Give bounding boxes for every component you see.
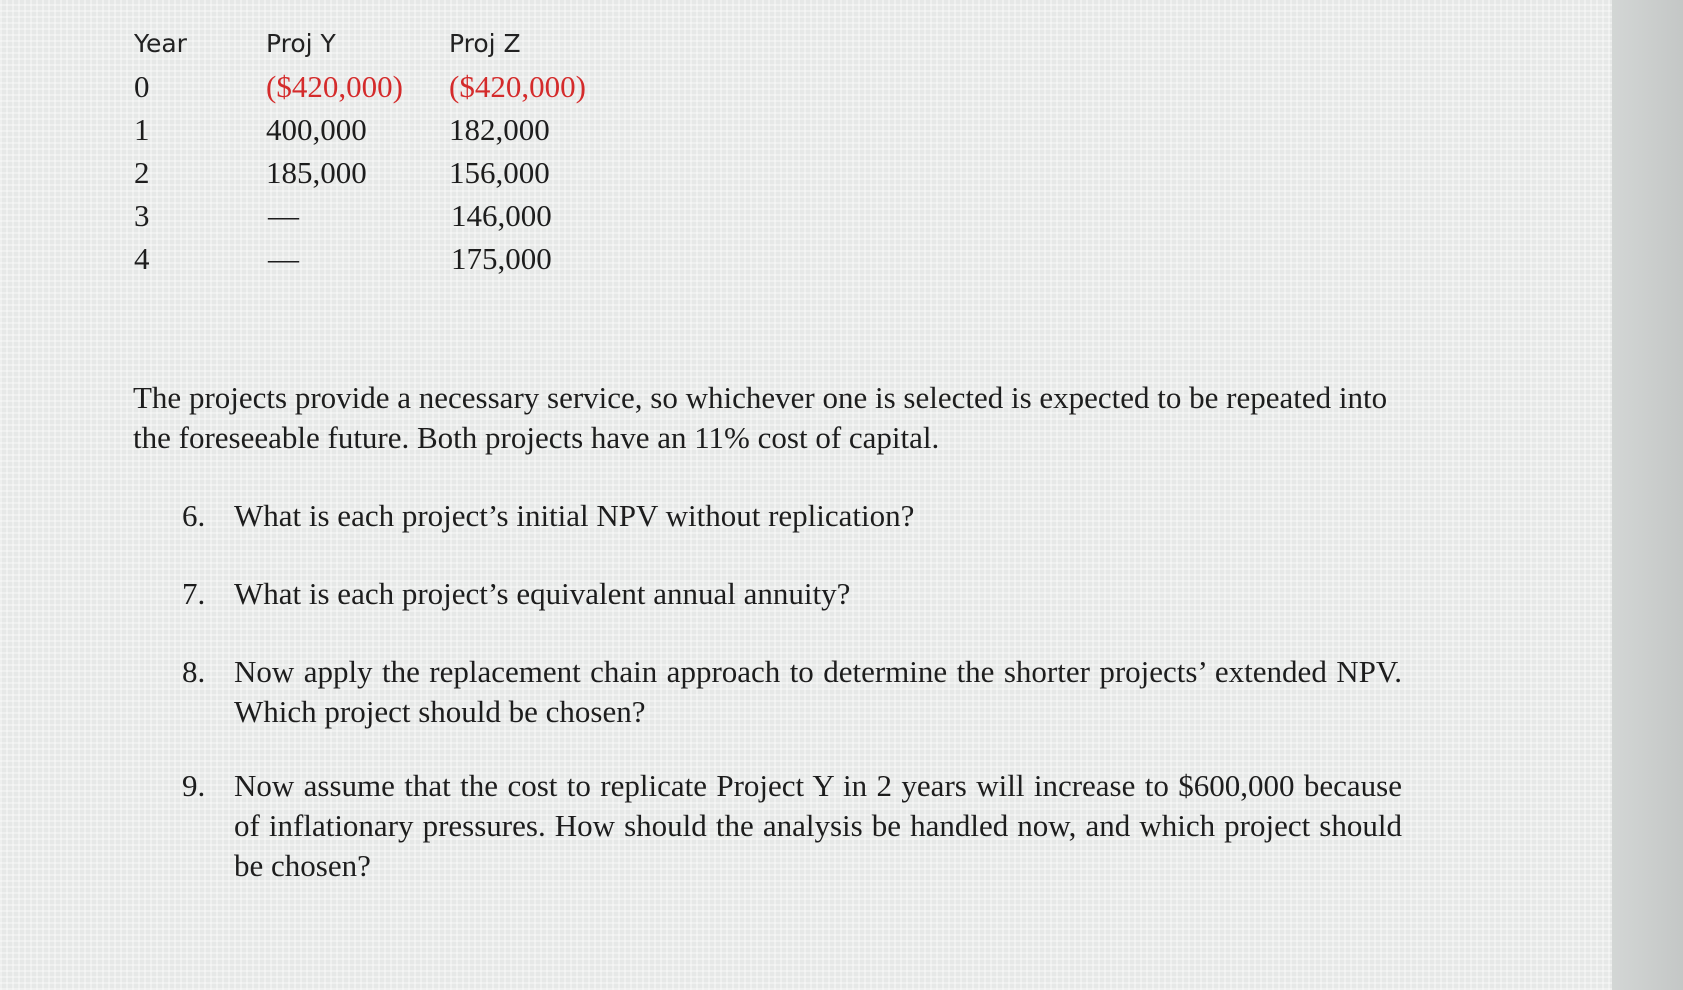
question-text: What is each project’s equivalent annual annuity? [234, 576, 851, 611]
proj-y-cell: 185,000 [266, 154, 367, 190]
question-text: Now assume that the cost to replicate Project Y in 2 years will increase to $600,000 because of inflationary pressures. How should the analysis be handled now, and which project should be chosen? [234, 768, 1402, 883]
proj-z-cell: 175,000 [451, 240, 552, 276]
proj-y-cell: — [268, 197, 299, 233]
question-number: 6. [182, 498, 206, 533]
question-text: What is each project’s initial NPV without replication? [234, 498, 915, 533]
year-cell: 0 [134, 68, 150, 104]
table-row [134, 237, 611, 280]
year-cell: 1 [134, 111, 150, 147]
header-proj-z: Proj Z [449, 29, 521, 58]
proj-z-cell: 146,000 [451, 197, 552, 233]
question-number: 7. [182, 576, 206, 611]
table-header [134, 22, 611, 65]
intro-paragraph: The projects provide a necessary service, so whichever one is selected is expected to be repeated into the foreseeable future. Both projects have an 11% cost of capital. [133, 380, 1388, 455]
question-text: Now apply the replacement chain approach to determine the shorter projects’ extended NPV. Which project should be chosen? [234, 654, 1402, 729]
table-row [134, 108, 611, 151]
proj-y-cell: ($420,000) [266, 68, 403, 104]
proj-z-cell: 156,000 [449, 154, 550, 190]
proj-y-cell: — [268, 240, 299, 276]
question-7 [182, 574, 1402, 614]
question-6 [182, 496, 1402, 536]
proj-y-cell: 400,000 [266, 111, 367, 147]
question-8 [182, 652, 1402, 732]
table-row [134, 65, 611, 108]
table-row [134, 151, 611, 194]
question-number: 8. [182, 654, 206, 689]
proj-z-cell: 182,000 [449, 111, 550, 147]
header-year: Year [134, 29, 187, 58]
year-cell: 2 [134, 154, 150, 190]
question-9 [182, 766, 1402, 886]
question-number: 9. [182, 768, 206, 803]
screen-edge [1612, 0, 1683, 990]
year-cell: 3 [134, 197, 150, 233]
table-row [134, 194, 611, 237]
header-proj-y: Proj Y [266, 29, 336, 58]
cash-flow-table [134, 22, 611, 280]
proj-z-cell: ($420,000) [449, 68, 586, 104]
year-cell: 4 [134, 240, 150, 276]
